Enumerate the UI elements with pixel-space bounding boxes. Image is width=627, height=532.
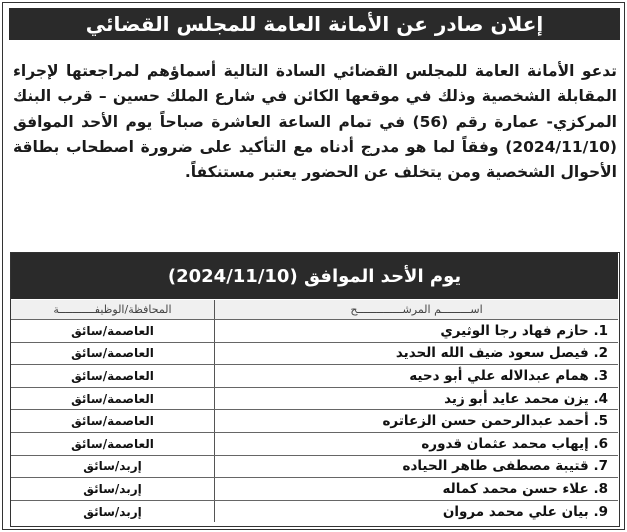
table-row — [11, 342, 618, 365]
table-row — [11, 432, 618, 455]
column-header-name: اســـــــــم المرشــــــــــــــح — [214, 300, 618, 319]
candidate-name: 2. فيصل سعود ضيف الله الحديد — [214, 343, 618, 365]
candidate-name: 5. أحمد عبدالرحمن حسن الزعاتره — [214, 410, 618, 432]
table-title: يوم الأحد الموافق (2024/11/10) — [167, 265, 462, 287]
table-row — [11, 319, 618, 342]
table-row — [11, 387, 618, 410]
candidate-post: إربد/سائق — [83, 459, 142, 474]
table-body — [11, 319, 618, 522]
table-row — [11, 500, 618, 523]
announcement-title: إعلان صادر عن الأمانة العامة للمجلس القضائي — [85, 12, 544, 36]
table-title-bar — [11, 253, 618, 299]
candidate-name: 8. علاء حسن محمد كماله — [214, 478, 618, 500]
candidate-post: العاصمة/سائق — [71, 368, 154, 383]
candidate-post: إربد/سائق — [83, 481, 142, 496]
candidate-name: 3. همام عبدالاله علي أبو دحيه — [214, 365, 618, 387]
announcement-frame — [2, 2, 625, 530]
candidate-name: 4. يزن محمد عايد أبو زيد — [214, 388, 618, 410]
candidate-post: العاصمة/سائق — [71, 414, 154, 429]
candidate-name: 1. حازم فهاد رجا الوثيري — [214, 320, 618, 342]
announcement-header — [9, 8, 620, 40]
candidate-name: 7. قتيبة مصطفى طاهر الحياده — [214, 456, 618, 478]
candidates-table — [10, 252, 620, 527]
column-header-post: المحافظة/الوظيفـــــــــــة — [11, 300, 214, 319]
candidate-name: 9. بيان علي محمد مروان — [214, 501, 618, 523]
candidate-post: إربد/سائق — [83, 504, 142, 519]
candidate-post: العاصمة/سائق — [71, 391, 154, 406]
candidate-name: 6. إيهاب محمد عثمان قدوره — [214, 433, 618, 455]
notice-body: تدعو الأمانة العامة للمجلس القضائي السادة التالية أسماؤهم لمراجعتها لإجراء المقابلة الشخصية وذلك في موقعها الكائن في شارع الملك حسين – قرب البنك المركزي- عمارة رقم (56) في تمام الساعة العاشرة صباحاً يوم الأحد الموافق (2024/11/10) وفقاً لما هو مدرج أدناه مع التأكيد على ضرورة اصطحاب بطاقة الأحوال الشخصية ومن يتخلف عن الحضور يعتبر مستنكفاً. — [13, 62, 617, 182]
candidate-post: العاصمة/سائق — [71, 346, 154, 361]
candidate-post: العاصمة/سائق — [71, 436, 154, 451]
candidate-post: العاصمة/سائق — [71, 323, 154, 338]
table-row — [11, 455, 618, 478]
table-row — [11, 409, 618, 432]
table-row — [11, 477, 618, 500]
table-row — [11, 364, 618, 387]
